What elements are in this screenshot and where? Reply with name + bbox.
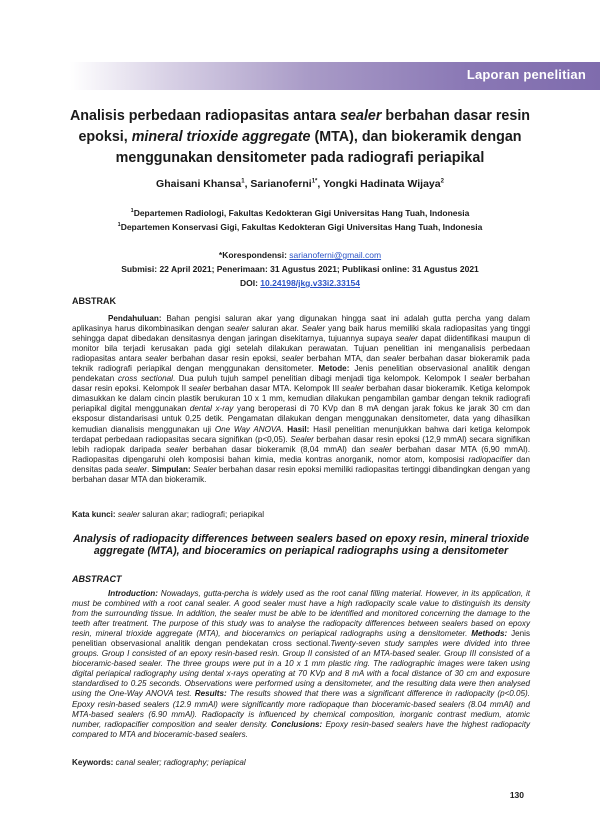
abstrak-body: Pendahuluan: Bahan pengisi saluran akar yang digunakan hingga saat ini adalah gutta percha yang dalam aplikasinya harus dikombinasikan dengan sealer saluran akar. Sealer yang baik harus memiliki skala radiopasitas yang tinggi sehingga dapat dibedakan densitasnya dengan jaringan disekitarnya, tujuannya supaya sealer dapat diidentifikasi maupun di monitor bila terjadi kerusakan pada gigi setelah dilakukan perawatan. Tujuan penelitian ini menganalisis perbedaan radiopasitas antara sealer berbahan dasar resin epoksi, sealer berbahan MTA, dan sealer berbahan dasar biokeramik pada teknik radiografi periapikal dengan menggunakan densitometer. Metode: Jenis penelitian observasional analitik dengan pendekatan cross sectional. Dua puluh tujuh sampel penelitian dibagi menjadi tiga kelompok. Kelompok I sealer berbahan dasar resin epoksi. Kelompok II sealer berbahan dasar MTA. Kelompok III sealer berbahan dasar biokeramik. Ketiga kelompok dimasukkan ke dalam cincin plastik berukuran 10 x 1 mm, kemudian dilakukan pengambilan gambar dengan teknik radiografi periapikal digital menggunakan dental x-ray yang beroperasi di 70 KVp dan 8 mA dengan jarak fokus ke jarak 30 cm dan eksposur distandarisasi untuk 0,25 detik. Pengamatan dilakukan dengan menggunakan densitometer, data yang dihasilkan kemudian dianalisis menggunakan uji One Way ANOVA. Hasil: Hasil penelitian menunjukkan bahwa dari ketiga kelompok terdapat perbedaan radiopasitas secara signifikan (p<0,05). Sealer berbahan dasar resin epoksi (12,9 mmAl) secara signifikan lebih radiopak daripada sealer berbahan dasar biokeramik (8,04 mmAl) dan sealer berbahan dasar MTA (6,90 mmAl). Radiopasitas dipengaruhi oleh komposisi bahan kimia, media kontras anorganik, nomor atom, komposisi radiopacifier dan densitas pada sealer. Simpulan: Sealer berbahan dasar resin epoksi memiliki radiopasitas tertinggi dibandingkan dengan yang berbahan dasar MTA dan biokeramik. xyxy=(72,314,531,484)
english-title: Analysis of radiopacity differences between sealers based on epoxy resin, mineral trioxide aggregate (MTA), and bioceramics on periapical radiographs using a densitometer xyxy=(72,533,530,558)
affiliation-2: $^1$Departemen Konservasi Gigi, Fakultas Kedokteran Gigi Universitas Hang Tuah, Indonesia xyxy=(117,222,483,232)
page-number: 130 xyxy=(509,790,524,800)
author-list: Ghaisani Khansa$^1$, Sarianoferni$^{1*}$, Yongki Hadinata Wijaya$^2$ xyxy=(156,178,444,190)
section-banner xyxy=(70,62,600,90)
submission-dates: Submisi: 22 April 2021; Penerimaan: 31 Agustus 2021; Publikasi online: 31 Agustus 2021 xyxy=(121,264,479,274)
author-name: Yongki Hadinata Wijaya xyxy=(323,178,441,190)
article-title: Analisis perbedaan radiopasitas antara sealer berbahan dasar resin epoksi, mineral trioxide aggregate (MTA), dan biokeramik dengan menggunakan densitometer pada radiografi periapikal xyxy=(69,108,531,166)
author-name: Sarianoferni xyxy=(250,178,312,190)
section-label: Laporan penelitian xyxy=(466,67,586,82)
keywords: Keywords: canal sealer; radiography; periapical xyxy=(72,758,246,767)
affiliation-1: $^1$Departemen Radiologi, Fakultas Kedokteran Gigi Universitas Hang Tuah, Indonesia xyxy=(130,208,470,218)
abstract-body: Introduction: Nowadays, gutta-percha is widely used as the root canal filling material. However, in its application, it must be combined with a root canal sealer. A good sealer must have a high radiopacity scale value to distinguish its density from the surrounding tissue. In addition, the sealer must be able to be identified and monitored concerning the damage to the teeth after treatment. The purpose of this study was to analyse the radiopacity differences between sealers based on epoxy resin, mineral trioxide aggregate (MTA), and bioceramics on periapical radiographs using a densitometer. Methods: Jenis penelitian observasional analitik dengan pendekatan cross sectional.Twenty-seven study samples were divided into three groups. Group I consisted of an epoxy resin-based resin. Group II consisted of an MTA-based sealer. Group III consisted of a bioceramic-based sealer. The three groups were put in a 10 x 1 mm plastic ring. The radiographic images were taken using digital periapical radiography using dental x-rays operating at 70 KVp and 8 mA with a focal distance of 30 cm and exposure standardised to 0.25 seconds. Observations were performed using a densitometer, and the resulting data were then analysed using the One-Way ANOVA test. Results: The results showed that there was a significant difference in radiopacity (p<0.05). Epoxy resin-based sealers (12.9 mmAl) were significantly more radiopaque than bioceramic-based sealers (8.04 mmAl) and MTA-based sealers (6.90 mmAl). Radiopacity is influenced by chemical composition, inorganic contrast medium, atomic number, radiopacifier composition and sealer density. Conclusions: Epoxy resin-based sealers have the highest radiopacity compared to MTA and bioceramic-based sealers. xyxy=(72,589,531,739)
doi-line: DOI: 10.24198/jkg.v33i2.33154 xyxy=(239,278,361,288)
email-link[interactable]: sarianoferni@gmail.com xyxy=(289,250,382,260)
abstract-heading: ABSTRACT xyxy=(72,574,122,584)
correspondence: *Korespondensi: sarianoferni@gmail.com xyxy=(218,250,382,260)
kata-kunci: Kata kunci: sealer saluran akar; radiografi; periapikal xyxy=(72,510,265,519)
author-name: Ghaisani Khansa xyxy=(156,178,242,190)
doi-link[interactable]: 10.24198/jkg.v33i2.33154 xyxy=(260,278,361,288)
abstrak-heading: ABSTRAK xyxy=(72,296,116,306)
